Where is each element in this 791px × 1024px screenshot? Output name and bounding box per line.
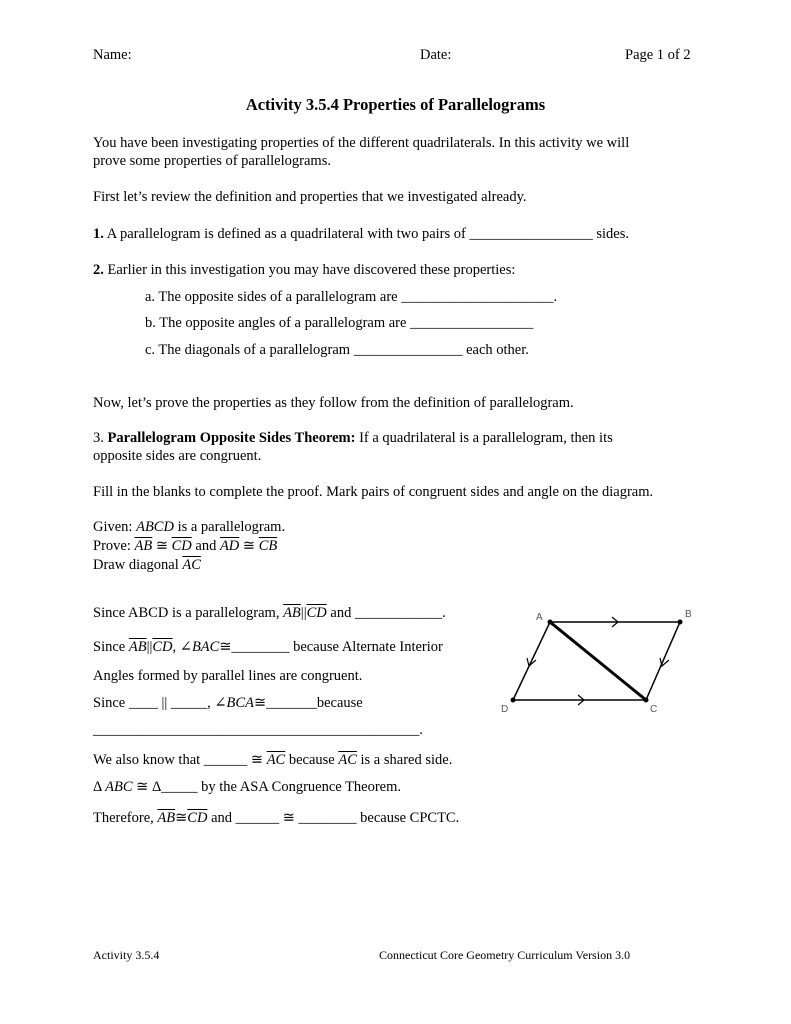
given-line (93, 519, 285, 536)
diagonal-ac: $\overline{AC}$ (182, 557, 201, 573)
segment-ab: $\overline{AB}$ (134, 538, 153, 554)
angle-bca: BCA (226, 695, 254, 711)
prove-label: Prove: (93, 538, 131, 554)
question-2-number: 2. (93, 262, 104, 278)
review-text: First let’s review the definition and properties that we investigated already. (93, 189, 527, 205)
vertex-b-dot (678, 620, 683, 625)
date-label: Date: (420, 47, 452, 63)
name-label: Name: (93, 47, 132, 63)
segment-cb: $\overline{CB}$ (258, 538, 278, 554)
question-2 (93, 262, 515, 279)
given-rest: is a parallelogram. (177, 519, 286, 535)
proof-line-4 (93, 695, 363, 712)
segment-ac: $\overline{AC}$ (266, 752, 286, 768)
question-2b: b. The opposite angles of a parallelogram are _________________ (145, 315, 534, 331)
vertex-c-dot (644, 698, 649, 703)
proof-text: ≅ Δ_____ by the ASA Congruence Theorem. (136, 779, 402, 795)
congruent-symbol: ≅ (175, 810, 188, 826)
proof-text: ≅________ because Alternate Interior (219, 639, 443, 655)
proof-text: and ______ ≅ ________ because CPCTC. (211, 810, 460, 826)
proof-line-3: Angles formed by parallel lines are congruent. (93, 668, 363, 684)
parallel-symbol: || (300, 605, 307, 621)
page-number: Page 1 of 2 (625, 47, 691, 63)
diagonal-ac-line (550, 622, 646, 700)
segment-cd: $\overline{CD}$ (187, 810, 208, 826)
proof-line-2 (93, 639, 443, 656)
vertex-a-dot (548, 620, 553, 625)
parallel-symbol: || (146, 639, 153, 655)
vertex-a-label: A (536, 612, 543, 623)
question-2c: c. The diagonals of a parallelogram _______________ each other. (145, 342, 529, 358)
question-3-number: 3. (93, 430, 104, 446)
proof-text: ≅_______because (253, 695, 363, 711)
now-text: Now, let’s prove the properties as they follow from the definition of parallelogram. (93, 395, 574, 411)
proof-line-5: _____________________________________________. (93, 722, 423, 738)
prove-and: and (195, 538, 217, 554)
side-da (513, 622, 550, 700)
question-3 (93, 430, 613, 447)
draw-line (93, 557, 201, 574)
vertex-d-dot (511, 698, 516, 703)
proof-text: Since ____ || _____, ∠ (93, 695, 227, 711)
parallelogram-diagram (495, 605, 705, 720)
proof-line-8 (93, 810, 459, 827)
proof-text: Since ABCD is a parallelogram, (93, 605, 280, 621)
side-bc (646, 622, 680, 700)
intro-line-2: prove some properties of parallelograms. (93, 153, 331, 169)
proof-line-6 (93, 752, 452, 769)
given-shape: ABCD (136, 519, 174, 535)
question-1 (93, 226, 629, 243)
congruent-symbol-2: ≅ (242, 538, 256, 554)
question-1-text: A parallelogram is defined as a quadrilateral with two pairs of _________________ sides. (106, 226, 629, 242)
vertex-d-label: D (501, 704, 509, 715)
vertex-c-label: C (650, 704, 658, 715)
page-title: Activity 3.5.4 Properties of Parallelograms (245, 95, 546, 114)
angle-symbol: , ∠ (172, 639, 192, 655)
given-label: Given: (93, 519, 133, 535)
draw-label: Draw diagonal (93, 557, 179, 573)
proof-text: because (288, 752, 335, 768)
proof-blank: and ____________. (330, 605, 446, 621)
angle-bac: BAC (191, 639, 220, 655)
footer-activity: Activity 3.5.4 (93, 948, 160, 962)
fill-instructions: Fill in the blanks to complete the proof. Mark pairs of congruent sides and angle on the diagram. (93, 484, 654, 500)
proof-text: Since (93, 639, 126, 655)
segment-ab: $\overline{AB}$ (157, 810, 176, 826)
proof-line-7 (93, 779, 401, 796)
footer-curriculum: Connecticut Core Geometry Curriculum Version 3.0 (379, 948, 631, 962)
theorem-text-line-2: opposite sides are congruent. (93, 448, 262, 464)
question-2-text: Earlier in this investigation you may have discovered these properties: (107, 262, 516, 278)
congruent-symbol: ≅ (155, 538, 168, 554)
segment-cd: $\overline{CD}$ (306, 605, 327, 621)
proof-text: Therefore, (93, 810, 154, 826)
proof-text: is a shared side. (360, 752, 453, 768)
segment-ab: $\overline{AB}$ (283, 605, 301, 621)
prove-line (93, 538, 277, 555)
segment-ad: $\overline{AD}$ (219, 538, 240, 554)
triangle-symbol: Δ (93, 779, 102, 795)
theorem-name: Parallelogram Opposite Sides Theorem: (107, 430, 356, 446)
triangle-abc: ABC (105, 779, 133, 795)
question-2a: a. The opposite sides of a parallelogram are _____________________. (145, 289, 558, 305)
proof-line-1 (93, 605, 446, 622)
question-1-number: 1. (93, 226, 104, 242)
segment-ac: $\overline{AC}$ (338, 752, 357, 768)
segment-cd: $\overline{CD}$ (152, 639, 173, 655)
segment-cd: $\overline{CD}$ (171, 538, 192, 554)
theorem-text: If a quadrilateral is a parallelogram, then its (359, 430, 613, 446)
segment-ab: $\overline{AB}$ (128, 639, 147, 655)
proof-text: We also know that ______ ≅ (93, 752, 264, 768)
intro-line-1: You have been investigating properties of the different quadrilaterals. In this activity we will (93, 135, 630, 151)
vertex-b-label: B (685, 609, 692, 620)
